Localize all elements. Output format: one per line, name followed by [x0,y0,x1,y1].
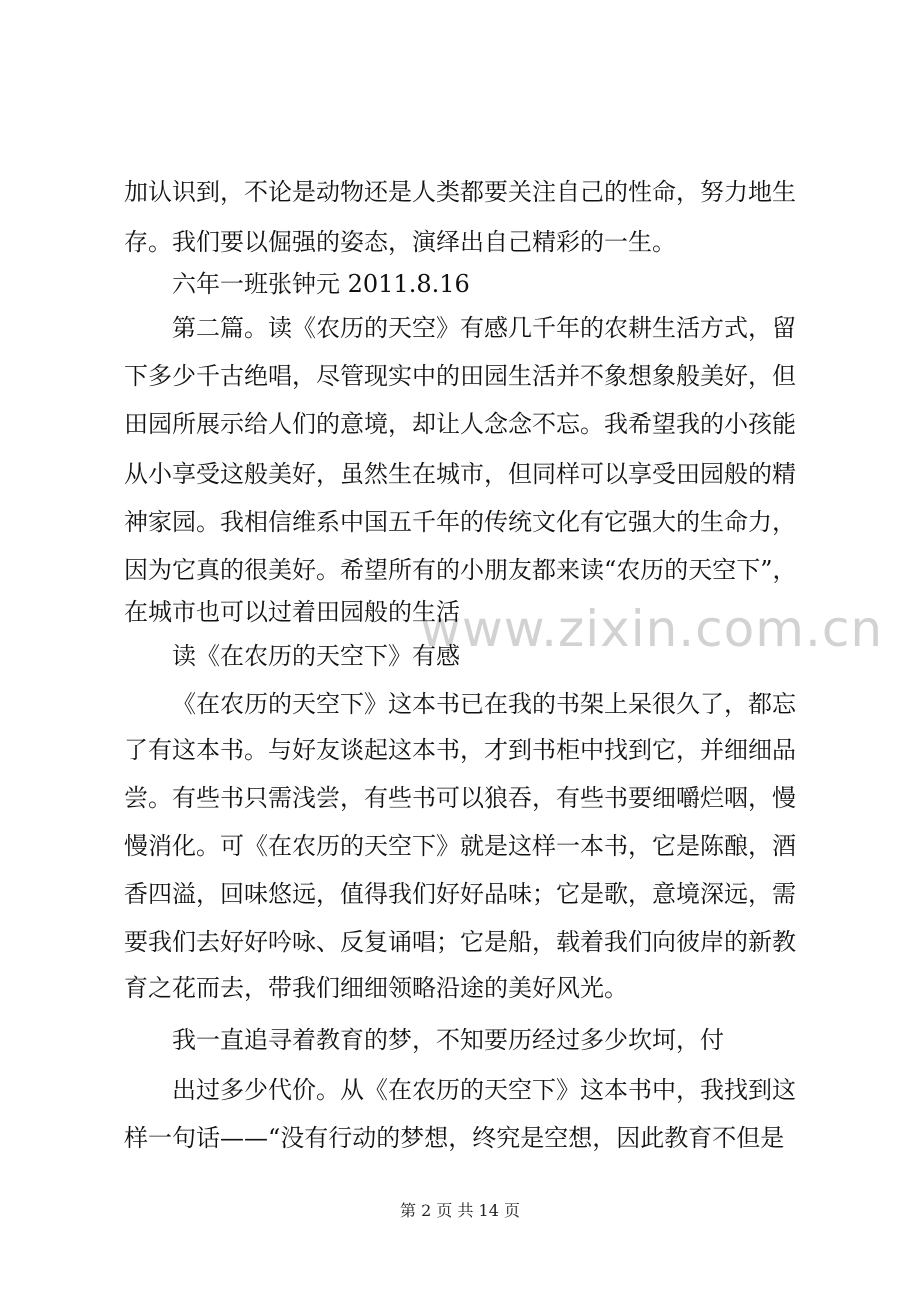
text-line: 出过多少代价。从《在农历的天空下》这本书中，我找到这 [172,1076,796,1104]
text-line: 神家园。我相信维系中国五千年的传统文化有它强大的生命力， [124,508,796,536]
text-line: 了有这本书。与好友谈起这本书，才到书柜中找到它，并细细品 [124,736,796,764]
text-line: 慢消化。可《在农历的天空下》就是这样一本书，它是陈酿，酒 [124,832,796,860]
text-line: 下多少千古绝唱，尽管现实中的田园生活并不象想象般美好，但 [124,362,796,390]
text-line: 香四溢，回味悠远，值得我们好好品味；它是歌，意境深远，需 [124,880,796,908]
text-line: 尝。有些书只需浅尝，有些书可以狼吞，有些书要细嚼烂咽，慢 [124,784,796,812]
text-line: 从小享受这般美好，虽然生在城市，但同样可以享受田园般的精 [124,460,796,488]
text-line: 要我们去好好吟咏、反复诵唱；它是船，载着我们向彼岸的新教 [124,928,796,956]
text-line: 第二篇。读《农历的天空》有感几千年的农耕生活方式，留 [172,314,796,342]
section-heading: 读《在农历的天空下》有感 [172,642,460,670]
text-line: 田园所展示给人们的意境，却让人念念不忘。我希望我的小孩能 [124,410,796,438]
text-line: 育之花而去，带我们细细领略沿途的美好风光。 [124,974,628,1002]
text-line: 因为它真的很美好。希望所有的小朋友都来读“农历的天空下”， [124,556,797,584]
text-line: 我一直追寻着教育的梦，不知要历经过多少坎坷，付 [172,1026,724,1054]
text-line: 存。我们要以倔强的姿态，演绎出自己精彩的一生。 [124,228,676,256]
text-line: 样一句话——“没有行动的梦想，终究是空想，因此教育不但是 [124,1124,785,1152]
page-number: 第 2 页 共 14 页 [400,1201,520,1220]
text-line: 《在农历的天空下》这本书已在我的书架上呆很久了，都忘 [172,690,796,718]
watermark: www.zixin.com.cn [420,600,884,658]
text-line: 加认识到，不论是动物还是人类都要关注自己的性命，努力地生 [124,178,796,206]
author-date-line: 六年一班张钟元 2011.8.16 [172,270,470,298]
text-line: 在城市也可以过着田园般的生活 [124,598,460,626]
